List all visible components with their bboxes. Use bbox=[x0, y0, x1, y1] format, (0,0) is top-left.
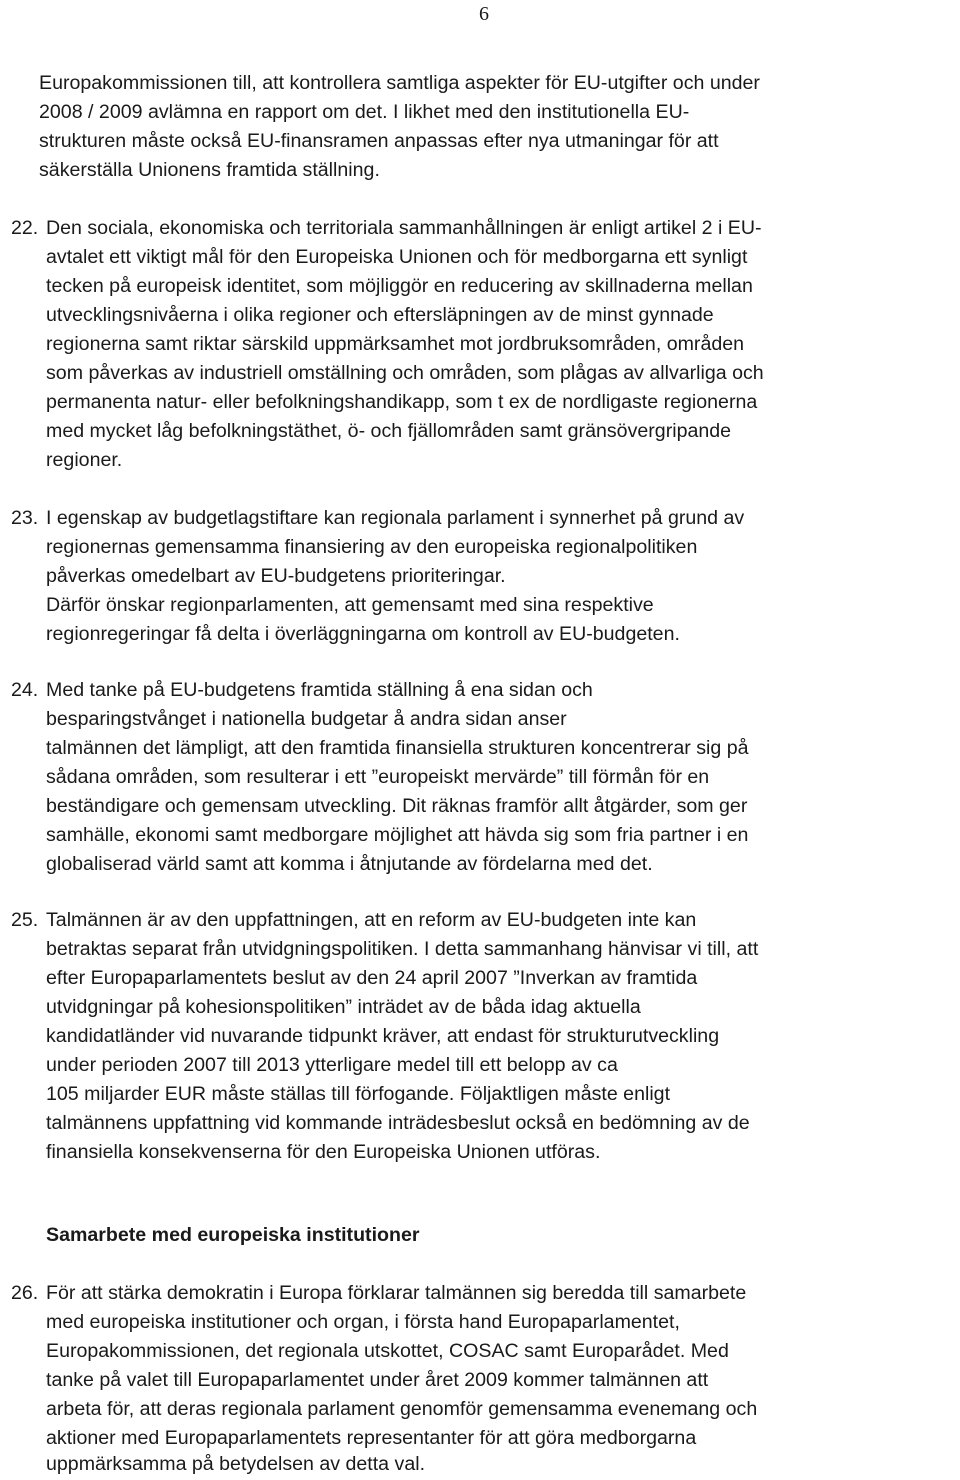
text-line-content: regionregeringar få delta i överläggningarna om kontroll av EU-budgeten. bbox=[46, 623, 680, 645]
text-line-content: regionerna samt riktar särskild uppmärksamhet mot jordbruksområden, områden bbox=[46, 333, 745, 355]
paragraph-number: 25. bbox=[11, 909, 39, 931]
paragraph-number: 22. bbox=[11, 217, 39, 239]
text-line-content: samhälle, ekonomi samt medborgare möjlighet att hävda sig som fria partner i en bbox=[46, 824, 749, 846]
section-heading: Samarbete med europeiska institutioner bbox=[46, 1224, 420, 1246]
text-line-content: permanenta natur- eller befolkningshandikapp, som t ex de nordligaste regionerna bbox=[46, 391, 758, 413]
text-line-content: finansiella konsekvenserna för den Europeiska Unionen utföras. bbox=[46, 1141, 601, 1163]
text-line-content: Europakommissionen till, att kontrollera samtliga aspekter för EU-utgifter och under bbox=[39, 72, 760, 94]
text-line-content: avtalet ett viktigt mål för den Europeiska Unionen och för medborgarna ett synligt bbox=[46, 246, 748, 268]
text-line-content: Med tanke på EU-budgetens framtida ställning å ena sidan och bbox=[46, 679, 593, 701]
text-line-content: sådana områden, som resulterar i ett ”europeiskt mervärde” till förmån för en bbox=[46, 766, 710, 788]
paragraph-number: 26. bbox=[11, 1282, 39, 1304]
text-line-content: Talmännen är av den uppfattningen, att en reform av EU-budgeten inte kan bbox=[46, 909, 697, 931]
text-line-content: globaliserad värld samt att komma i åtnjutande av fördelarna med det. bbox=[46, 853, 653, 875]
text-line-content: 2008 / 2009 avlämna en rapport om det. I likhet med den institutionella EU- bbox=[39, 101, 690, 123]
text-line-content: kandidatländer vid nuvarande tidpunkt kräver, att endast för strukturutveckling bbox=[46, 1025, 720, 1047]
text-line-content: som påverkas av industriell omställning och områden, som plågas av allvarliga och bbox=[46, 362, 764, 384]
text-line-content: regionernas gemensamma finansiering av den europeiska regionalpolitiken bbox=[46, 536, 698, 558]
text-line-content: Europakommissionen, det regionala utskottet, COSAC samt Europarådet. Med bbox=[46, 1340, 729, 1362]
text-line-content: besparingstvånget i nationella budgetar å andra sidan anser bbox=[46, 708, 567, 730]
text-line-content: I egenskap av budgetlagstiftare kan regionala parlament i synnerhet på grund av bbox=[46, 507, 745, 529]
text-line-content: 105 miljarder EUR måste ställas till förfogande. Följaktligen måste enligt bbox=[46, 1083, 671, 1105]
paragraph-number: 23. bbox=[11, 507, 39, 529]
text-line-content: Den sociala, ekonomiska och territoriala sammanhållningen är enligt artikel 2 i EU- bbox=[46, 217, 762, 239]
text-line-content: För att stärka demokratin i Europa förklarar talmännen sig beredda till samarbete bbox=[46, 1282, 747, 1304]
text-line-content: utvidgningar på kohesionspolitiken” inträdet av de båda idag aktuella bbox=[46, 996, 641, 1018]
text-line-content: påverkas omedelbart av EU-budgetens prioriteringar. bbox=[46, 565, 506, 587]
text-line-content: betraktas separat från utvidgningspolitiken. I detta sammanhang hänvisar vi till, att bbox=[46, 938, 759, 960]
text-line-content: uppmärksamma på betydelsen av detta val. bbox=[46, 1453, 426, 1475]
text-line-content: utvecklingsnivåerna i olika regioner och eftersläpningen av de minst gynnade bbox=[46, 304, 714, 326]
text-line-content: arbeta för, att deras regionala parlament genomför gemensamma evenemang och bbox=[46, 1398, 758, 1420]
text-line-content: efter Europaparlamentets beslut av den 24 april 2007 ”Inverkan av framtida bbox=[46, 967, 698, 989]
text-line-content: med mycket låg befolkningstäthet, ö- och fjällområden samt gränsövergripande bbox=[46, 420, 732, 442]
text-line-content: säkerställa Unionens framtida ställning. bbox=[39, 159, 380, 181]
text-line-content: under perioden 2007 till 2013 ytterligare medel till ett belopp av ca bbox=[46, 1054, 618, 1076]
paragraph-number: 24. bbox=[11, 679, 39, 701]
text-line-content: aktioner med Europaparlamentets representanter för att göra medborgarna bbox=[46, 1427, 697, 1449]
text-line-content: Därför önskar regionparlamenten, att gemensamt med sina respektive bbox=[46, 594, 654, 616]
page-number: 6 bbox=[479, 3, 489, 25]
text-line-content: tecken på europeisk identitet, som möjliggör en reducering av skillnaderna mellan bbox=[46, 275, 753, 297]
text-line-content: regioner. bbox=[46, 449, 123, 471]
text-line-content: strukturen måste också EU-finansramen anpassas efter nya utmaningar för att bbox=[39, 130, 719, 152]
text-line-content: beständigare och gemensam utveckling. Dit räknas framför allt åtgärder, som ger bbox=[46, 795, 748, 817]
text-line-content: talmännen det lämpligt, att den framtida finansiella strukturen koncentrerar sig på bbox=[46, 737, 749, 759]
text-line-content: tanke på valet till Europaparlamentet under året 2009 kommer talmännen att bbox=[46, 1369, 709, 1391]
text-line-content: talmännens uppfattning vid kommande inträdesbeslut också en bedömning av de bbox=[46, 1112, 750, 1134]
text-line-content: med europeiska institutioner och organ, i första hand Europaparlamentet, bbox=[46, 1311, 680, 1333]
